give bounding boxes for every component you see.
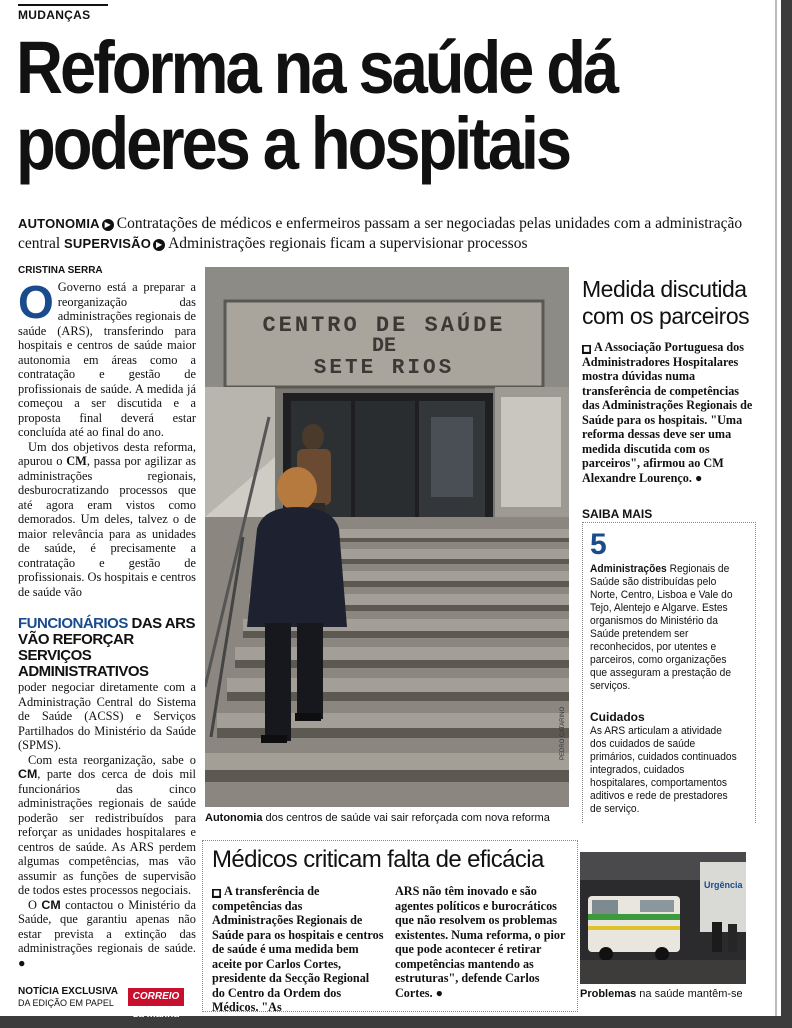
quote-box-icon: ■ — [583, 345, 590, 353]
medicos-column-2: ARS não têm inovado e são agentes políticos e burocráticos que não resolvem os problemas existentes. Numa reforma, o pior que pode acontecer é retirar competências mantendo as estruturas", defende Carlos Cortes. ● — [395, 884, 566, 1000]
headline — [16, 26, 685, 185]
small-photo-caption — [580, 988, 743, 1000]
saiba-mais-label: SAIBA MAIS — [582, 507, 653, 521]
ambulance-photo-image — [580, 852, 746, 984]
headline-line-1: Reforma na saúde dá — [16, 26, 617, 109]
paragraph — [18, 753, 196, 898]
sign-line-2: DE — [371, 335, 397, 358]
pull-quote-text: DAS ARS VÃO REFORÇAR SERVIÇOS ADMINISTRATIVOS — [18, 615, 195, 680]
page-edge-line — [775, 0, 777, 1028]
cuidados-text: As ARS articulam a atividade dos cuidados de saúde primários, cuidados continuados integrados, cuidados hospitalares, comportamentos aditivos e rede de prestadores de serviço. — [590, 725, 737, 815]
paragraph — [18, 898, 196, 971]
deck-text-1: Contratações de médicos e enfermeiros passam a ser negociadas pelas unidades com a administração central — [18, 215, 743, 252]
section-kicker: MUDANÇAS — [18, 8, 91, 22]
correio-logo: CORREIO da manhã — [128, 988, 184, 1006]
paragraph-text: Um dos objetivos desta reforma, apurou o — [18, 439, 196, 468]
photo-caption — [205, 812, 569, 824]
cm-mention: CM — [41, 897, 61, 912]
deck — [18, 214, 778, 254]
photo-credit: PEDRO CATARINO — [560, 706, 566, 760]
deck-text-2: Administrações regionais ficam a supervisionar processos — [168, 235, 528, 252]
paragraph — [18, 440, 196, 600]
pull-quote-highlight: FUNCIONÁRIOS — [18, 615, 128, 632]
exclusive-label: NOTÍCIA EXCLUSIVA — [18, 986, 119, 997]
paragraph-text: O — [28, 897, 42, 912]
arrow-icon: ▶ — [153, 239, 165, 251]
sign-line-1: CENTRO DE SAÚDE — [262, 313, 506, 338]
sign-line-3: SETE RIOS — [313, 357, 455, 380]
cm-mention: CM — [66, 454, 87, 468]
medicos-title: Médicos criticam falta de eficácia — [212, 846, 544, 873]
saiba-rest: Regionais de Saúde são distribuídas pelo Norte, Centro, Lisboa e Vale do Tejo, Alentejo e Algarve. Estes organismos do Ministério da Saúde pretendem ser reconhecidos, por utentes e parceiros, como organizações que asseguram a prestação de serviços. — [590, 563, 733, 692]
quote-box-icon: ■ — [213, 889, 220, 897]
caption-bold: Autonomia — [205, 812, 263, 824]
scan-border-right — [781, 0, 792, 1028]
sidebar-body — [582, 340, 754, 485]
saiba-mais-text — [590, 563, 741, 693]
main-photo — [205, 267, 569, 807]
ambulance-photo — [580, 852, 746, 984]
deck-label-supervisao: SUPERVISÃO — [64, 236, 152, 251]
dropcap: O — [18, 276, 54, 328]
cuidados-title: Cuidados — [590, 710, 645, 724]
medicos-column-1 — [212, 884, 384, 1015]
small-caption-bold: Problemas — [580, 988, 637, 1000]
paragraph-text: Com esta reorganização, sabe o — [28, 752, 196, 767]
sidebar-text: A Associação Portuguesa dos Administradores Hospitalares mostra dúvidas numa transferência de competências das Administrações Regionais de Saúde para os hospitais. "Uma reforma dessas deve ser uma medida discutida com os parceiros", afirmou ao CM Alexandre Lourenço. ● — [582, 340, 753, 485]
headline-line-2: poderes a hospitais — [16, 102, 570, 185]
saiba-bold: Administrações — [590, 563, 667, 575]
paragraph-text: Governo está a preparar a reorganização das administrações regionais de saúde (ARS), transferindo para hospitais e centros de saúde maior autonomia em áreas como a contratação e gestão de profissionais de saúde. A medida já começou a ser discutida e a proposta final deverá estar concluída até ao final do ano. — [18, 280, 196, 439]
paragraph-text: contactou o Ministério da Saúde, que garantiu apenas não estar prevista a extinção das administrações regionais de saúde. ● — [18, 897, 197, 970]
sidebar-title: Medida discutida com os parceiros — [582, 276, 750, 329]
hospital-sign: Urgência — [704, 880, 743, 890]
scan-border-bottom — [0, 1016, 792, 1028]
arrow-icon: ▶ — [102, 219, 114, 231]
paragraph-text: , parte dos cerca de dois mil funcionários das cinco administrações regionais de saúde poderão ser redistribuídos para reforçar as unidades hospitalares e centros de saúde. As ARS perdem algumas competências, mas vão assumir as funções de supervisão de todos estes processos negociais. — [18, 767, 196, 897]
paragraph-text: , passa por agilizar as administrações regionais, desburocratizando processos que até agora eram vistos como demorados. Um deles, talvez o de maior relevância para as unidades de saúde, é precisamente a contratação e gestão de profissionais. Os hospitais e centros de saúde vão — [18, 454, 196, 599]
stat-number: 5 — [590, 528, 607, 561]
article-column-1-continued — [18, 680, 196, 970]
health-centre-photo — [205, 267, 569, 807]
pull-quote — [18, 616, 198, 680]
kicker-rule — [18, 4, 108, 6]
byline: CRISTINA SERRA — [18, 265, 103, 276]
caption-text: dos centros de saúde vai sair reforçada com nova reforma — [262, 812, 550, 824]
cm-mention: CM — [18, 767, 38, 781]
medicos-text-1: A transferência de competências das Administrações Regionais de Saúde para os hospitais e centros de saúde é uma medida bem aceite por Carlos Cortes, presidente da Secção Regional do Centro da Ordem dos Médicos. "As — [212, 884, 384, 1014]
deck-label-autonomia: AUTONOMIA — [18, 216, 100, 231]
article-column-1 — [18, 276, 196, 599]
small-caption-text: na saúde mantêm-se — [636, 988, 743, 1000]
paragraph: poder negociar diretamente com a Administração Central do Sistema de Saúde (ACSS) e Serviços Partilhados do Ministério da Saúde (SPMS). — [18, 680, 196, 752]
paragraph — [18, 276, 196, 440]
print-edition-label: DA EDIÇÃO EM PAPEL — [18, 998, 114, 1008]
